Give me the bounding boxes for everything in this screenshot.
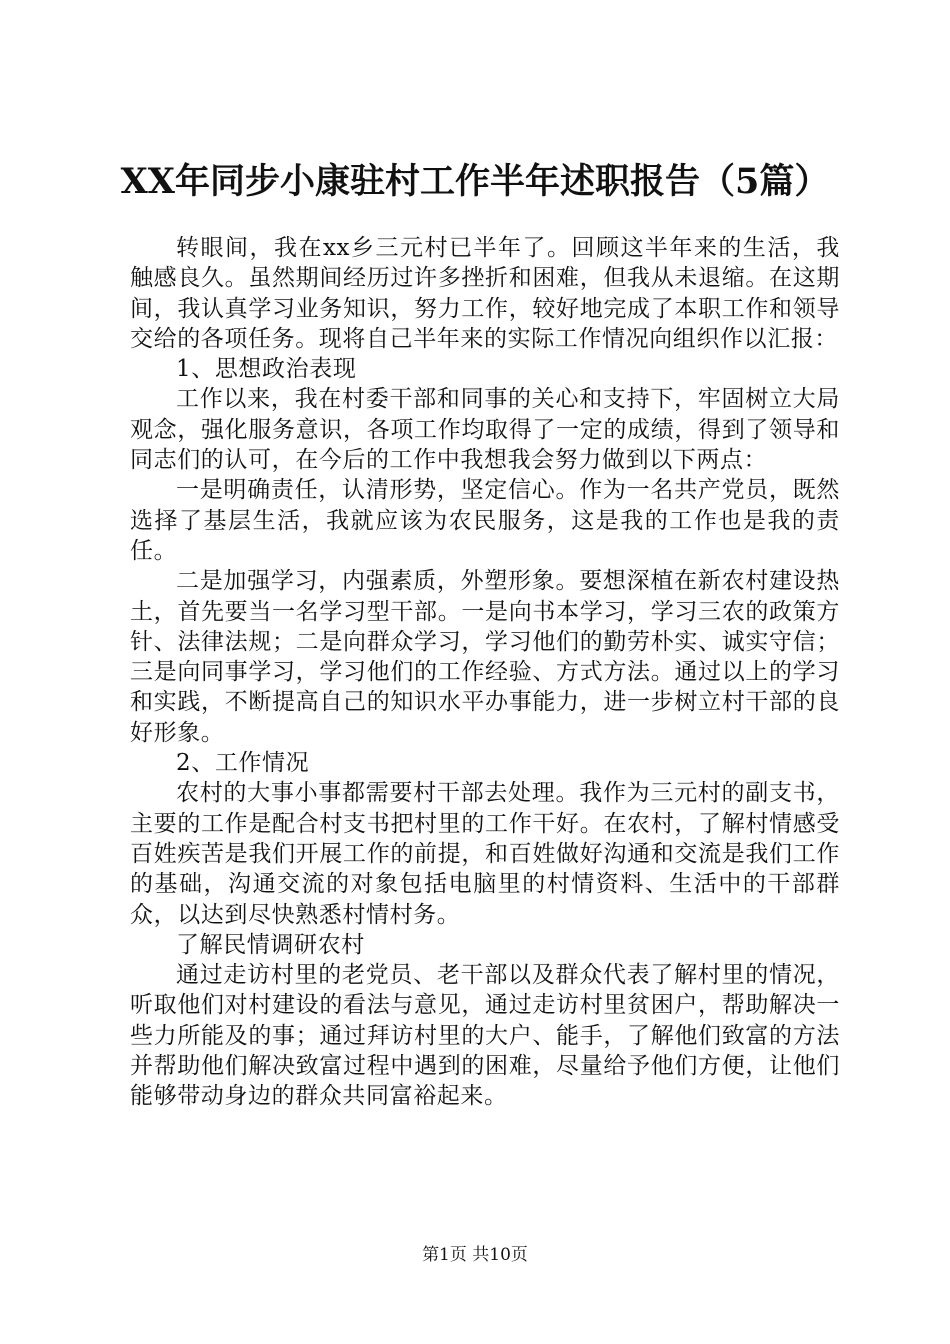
paragraph-research: 通过走访村里的老党员、老干部以及群众代表了解村里的情况，听取他们对村建设的看法与意见，通过走访村里贫困户，帮助解决一些力所能及的事；通过拜访村里的大户、能手，了解他们致富的方法并帮助他们解决致富过程中遇到的困难，尽量给予他们方便，让他们能够带动身边的群众共同富裕起来。 bbox=[130, 962, 840, 1110]
section-heading-work: 2、工作情况 bbox=[176, 750, 310, 777]
paragraph-work: 农村的大事小事都需要村干部去处理。我作为三元村的副支书，主要的工作是配合村支书把村里的工作干好。在农村，了解村情感受百姓疾苦是我们开展工作的前提，和百姓做好沟通和交流是我们工作的基础，沟通交流的对象包括电脑里的村情资料、生活中的干部群众，以达到尽快熟悉村情村务。 bbox=[130, 780, 840, 928]
paragraph-intro: 转眼间，我在xx乡三元村已半年了。回顾这半年来的生活，我触感良久。虽然期间经历过许多挫折和困难，但我从未退缩。在这期间，我认真学习业务知识，努力工作，较好地完成了本职工作和领导交给的各项任务。现将自己半年来的实际工作情况向组织作以汇报： bbox=[130, 235, 840, 352]
paragraph-study: 二是加强学习，内强素质，外塑形象。要想深植在新农村建设热土，首先要当一名学习型干部。一是向书本学习，学习三农的政策方针、法律法规；二是向群众学习，学习他们的勤劳朴实、诚实守信；三是向同事学习，学习他们的工作经验、方式方法。通过以上的学习和实践，不断提高自己的知识水平办事能力，进一步树立村干部的良好形象。 bbox=[130, 568, 840, 746]
document-body bbox=[130, 233, 840, 1112]
page-number-footer: 第1页 共10页 bbox=[422, 1245, 528, 1265]
section-heading-political: 1、思想政治表现 bbox=[176, 356, 357, 383]
paragraph-responsibility: 一是明确责任，认清形势，坚定信心。作为一名共产党员，既然选择了基层生活，我就应该为农民服务，这是我的工作也是我的责任。 bbox=[130, 477, 840, 564]
paragraph-political: 工作以来，我在村委干部和同事的关心和支持下，牢固树立大局观念，强化服务意识，各项工作均取得了一定的成绩，得到了领导和同志们的认可，在今后的工作中我想我会努力做到以下两点： bbox=[130, 386, 840, 474]
document-title: XX年同步小康驻村工作半年述职报告（5篇） bbox=[120, 161, 830, 202]
subheading-research: 了解民情调研农村 bbox=[176, 931, 365, 958]
